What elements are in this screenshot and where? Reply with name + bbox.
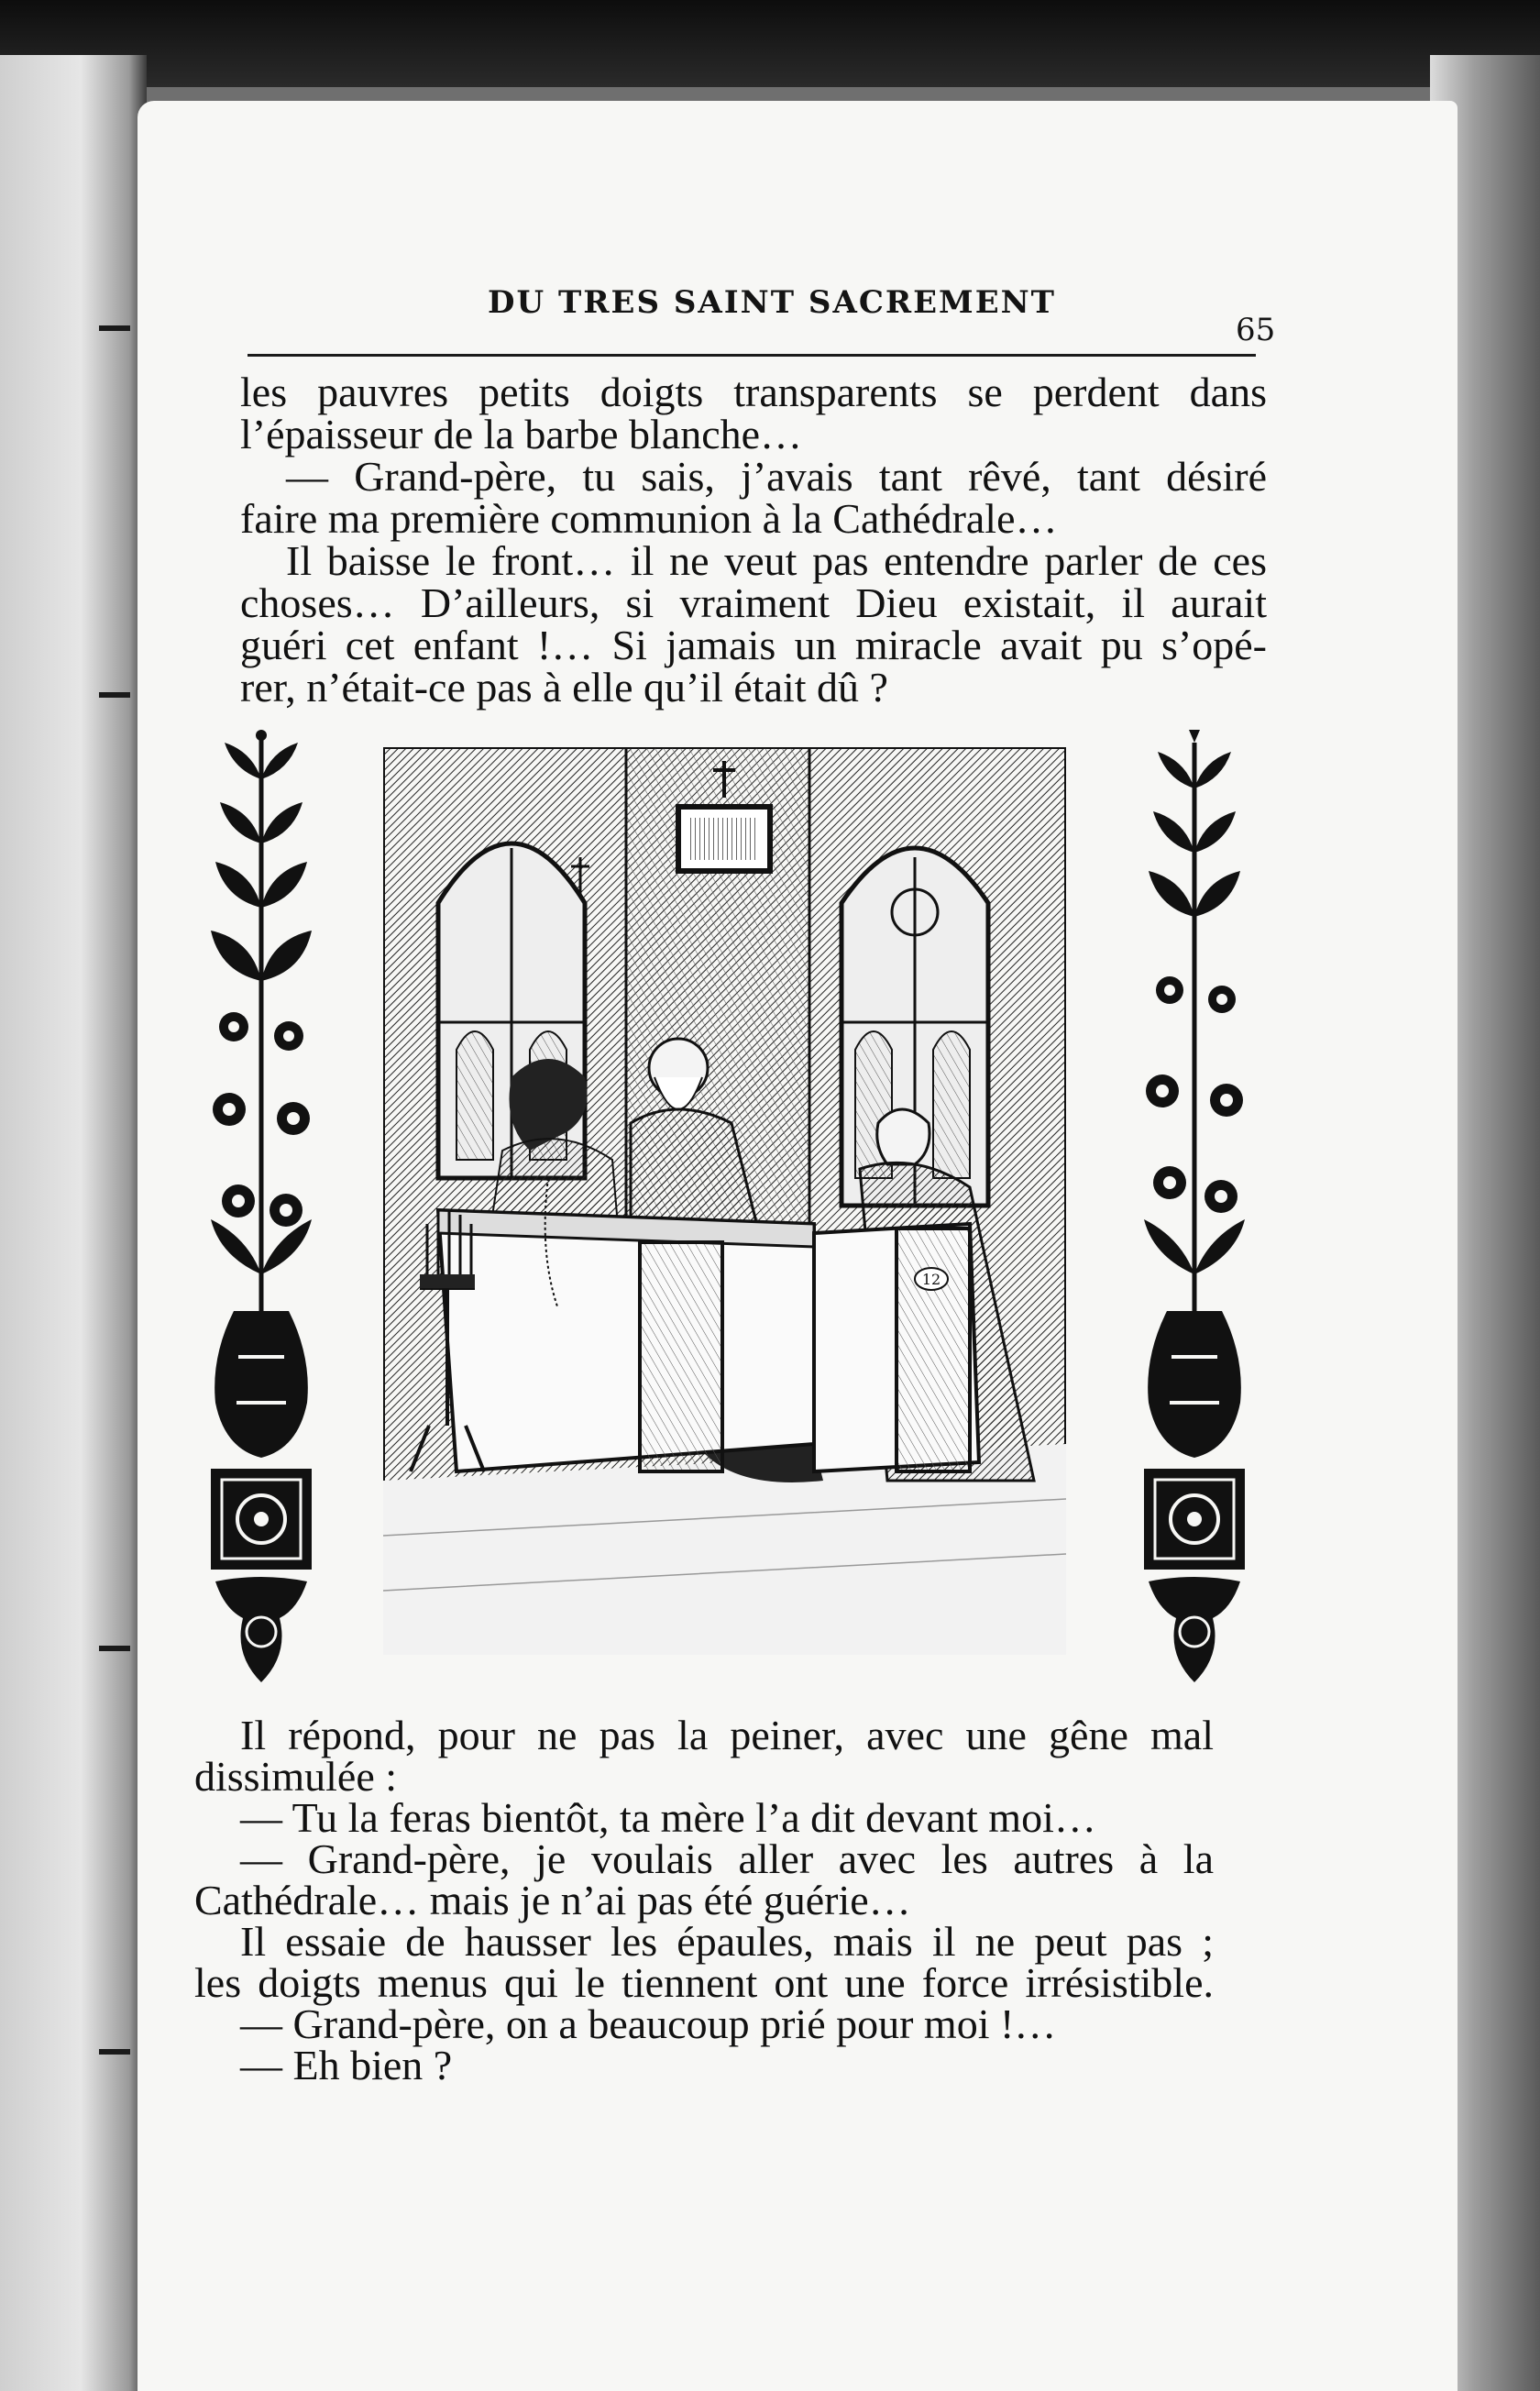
pew-number: 12: [921, 1271, 941, 1288]
binding-stitch: [99, 1646, 130, 1651]
text-line: Il répond, pour ne pas la peiner, avec une gêne mal: [240, 1712, 1214, 1758]
body-text-bottom: [194, 1714, 1214, 2086]
binding-stitch: [99, 2049, 130, 2055]
binding-stitch: [99, 325, 130, 331]
text-line: l’épaisseur de la barbe blanche…: [240, 411, 803, 457]
running-title: DU TRES SAINT SACREMENT: [488, 284, 1056, 321]
text-line: Il essaie de hausser les épaules, mais il ne peut pas ;: [240, 1918, 1214, 1965]
text-line: faire ma première communion à la Cathédrale…: [240, 495, 1058, 542]
text-line: — Eh bien ?: [240, 2042, 453, 2088]
text-line: rer, n’était-ce pas à elle qu’il était dû ?: [240, 664, 888, 711]
text-line: guéri cet enfant !… Si jamais un miracle avait pu s’opé-: [240, 622, 1267, 668]
facing-page-edge: [0, 55, 147, 2391]
text-line: — Grand-père, je voulais aller avec les autres à la: [240, 1835, 1214, 1882]
scan-background-top: [0, 0, 1540, 87]
page-header: [248, 275, 1276, 376]
text-line: les doigts menus qui le tiennent ont une force irrésistible.: [194, 1959, 1214, 2006]
text-line: — Grand-père, tu sais, j’avais tant rêvé, tant désiré: [286, 453, 1267, 500]
binding-stitch: [99, 692, 130, 698]
page-number: 65: [1236, 312, 1276, 348]
text-line: Cathédrale… mais je n’ai pas été guérie…: [194, 1877, 911, 1923]
text-line: — Tu la feras bientôt, ta mère l’a dit devant moi…: [240, 1794, 1096, 1841]
text-line: — Grand-père, on a beaucoup prié pour moi !…: [240, 2000, 1057, 2047]
floral-ornament-right: [1135, 724, 1254, 1714]
church-prayer-illustration: [383, 747, 1066, 1655]
text-line: choses… D’ailleurs, si vraiment Dieu existait, il aurait: [240, 579, 1267, 626]
floral-ornament-left: [202, 724, 321, 1714]
text-line: Il baisse le front… il ne veut pas entendre parler de ces: [286, 537, 1267, 584]
text-line: les pauvres petits doigts transparents se perdent dans: [240, 369, 1267, 415]
body-text-top: [240, 371, 1267, 709]
text-line: dissimulée :: [194, 1753, 398, 1800]
header-rule: [248, 354, 1256, 357]
